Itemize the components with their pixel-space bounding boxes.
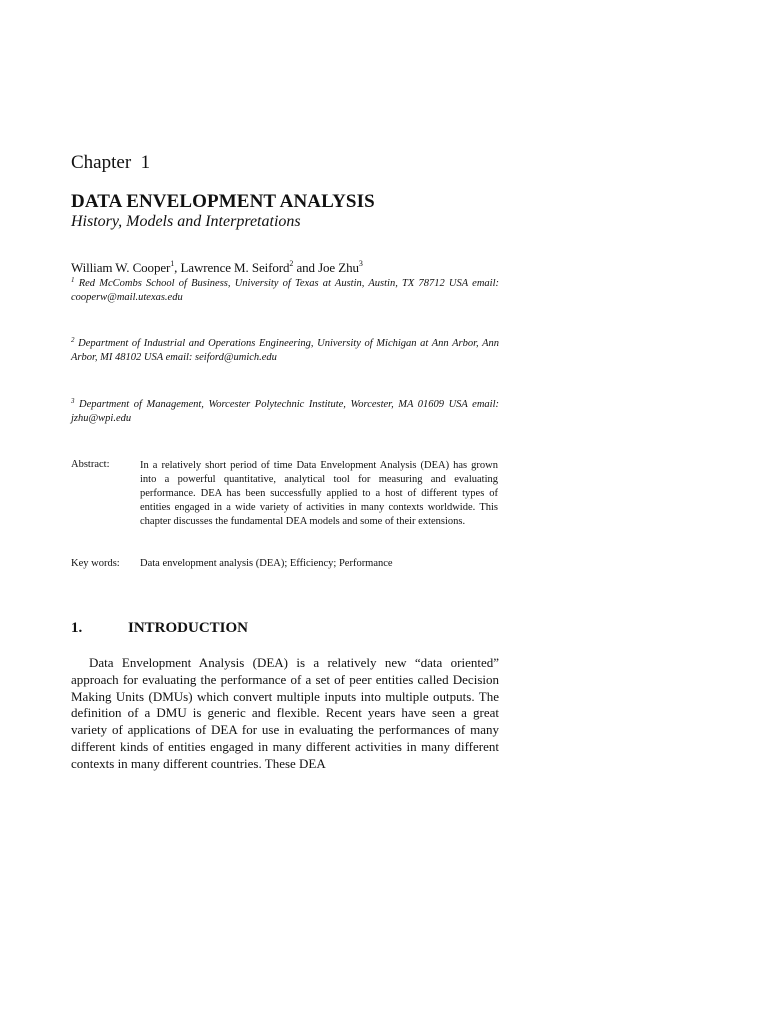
keywords-label: Key words: xyxy=(71,558,120,569)
paper-title: DATA ENVELOPMENT ANALYSIS xyxy=(71,191,375,212)
paper-subtitle: History, Models and Interpretations xyxy=(71,213,301,230)
author-separator: , xyxy=(174,260,181,275)
affiliation-2 xyxy=(71,337,499,365)
author-name: William W. Cooper xyxy=(71,260,171,275)
body-paragraph: Data Envelopment Analysis (DEA) is a relatively new “data oriented” approach for evaluating the performance of a set of peer entities called Decision Making Units (DMUs) which convert multiple inputs into multiple outputs. The definition of a DMU is generic and flexible. Recent years have seen a great variety of applications of DEA for use in evaluating the performances of many different kinds of entities engaged in many different activities in many different contexts in many different countries. These DEA xyxy=(71,655,499,771)
abstract-text: In a relatively short period of time Data Envelopment Analysis (DEA) has grown into a powerful quantitative, analytical tool for measuring and evaluating performance. DEA has been successfully applied to a host of different types of entities engaged in a wide variety of activities in many contexts worldwide. This chapter discusses the fundamental DEA models and some of their extensions. xyxy=(140,460,498,527)
author-name: Joe Zhu xyxy=(318,260,359,275)
author-list xyxy=(71,260,363,276)
chapter-heading xyxy=(71,152,150,174)
affiliation-text: Red McCombs School of Business, University of Texas at Austin, Austin, TX 78712 USA email: cooperw@mail.utexas.edu xyxy=(71,278,499,303)
section-number: 1. xyxy=(71,620,83,636)
author-separator: and xyxy=(293,260,319,275)
chapter-number: 1 xyxy=(140,152,151,173)
affiliation-text: Department of Management, Worcester Polytechnic Institute, Worcester, MA 01609 USA email: jzhu@wpi.edu xyxy=(71,399,499,424)
affiliation-sup: 3 xyxy=(71,397,75,405)
affiliation-1 xyxy=(71,277,499,305)
keywords-text: Data envelopment analysis (DEA); Efficiency; Performance xyxy=(140,558,393,569)
author-sup: 3 xyxy=(358,259,363,268)
author-sup: 2 xyxy=(289,259,294,268)
affiliation-text: Department of Industrial and Operations Engineering, University of Michigan at Ann Arbor, Ann Arbor, MI 48102 USA email: seiford@umich.edu xyxy=(71,338,499,363)
author-sup: 1 xyxy=(170,259,175,268)
affiliation-sup: 1 xyxy=(71,276,75,284)
affiliation-3 xyxy=(71,398,499,426)
abstract-label: Abstract: xyxy=(71,459,110,470)
affiliation-sup: 2 xyxy=(71,336,75,344)
author-name: Lawrence M. Seiford xyxy=(180,260,290,275)
section-title: INTRODUCTION xyxy=(128,620,249,636)
chapter-label: Chapter xyxy=(71,152,132,173)
